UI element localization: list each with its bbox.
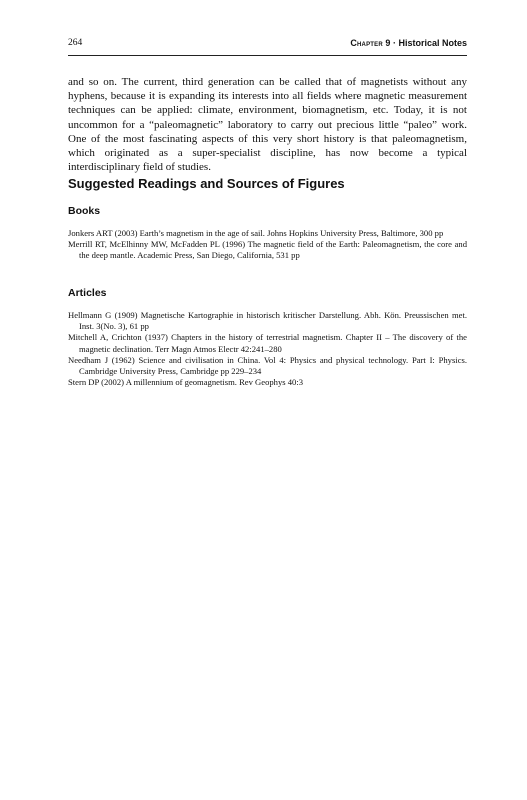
chapter-label: Chapter — [350, 38, 383, 48]
articles-heading: Articles — [68, 287, 107, 299]
running-header — [68, 38, 467, 52]
reference-item: Merrill RT, McElhinny MW, McFadden PL (1996) The magnetic field of the Earth: Paleomagnetism, the core and the deep mantle. Academic Press, San Diego, California, 531 pp — [68, 239, 467, 261]
reference-item: Stern DP (2002) A millennium of geomagnetism. Rev Geophys 40:3 — [68, 377, 304, 388]
page-number: 264 — [68, 38, 83, 48]
section-heading: Suggested Readings and Sources of Figures — [68, 176, 345, 191]
running-title — [350, 38, 467, 48]
body-paragraph: and so on. The current, third generation can be called that of magnetists without any hyphens, because it is expanding its interests into all fields where magnetic measurement techniques can be applied: climate, environment, biomagnetism, etc. Today, it is not uncommon for a “paleomagnetic” laboratory to carry out precious little “paleo” work. One of the most fascinating aspects of this very short history is that paleomagnetism, which originated as a super-specialist discipline, has now become a typical interdisciplinary field of studies. — [68, 76, 467, 174]
chapter-number: 9 — [385, 38, 391, 48]
reference-item: Needham J (1962) Science and civilisation in China. Vol 4: Physics and physical technology. Part I: Physics. Cambridge University Press, Cambridge pp 229–234 — [68, 354, 467, 377]
books-heading: Books — [68, 205, 101, 217]
reference-item: Jonkers ART (2003) Earth’s magnetism in the age of sail. Johns Hopkins University Press, Baltimore, 300 pp — [68, 228, 444, 238]
header-rule — [68, 55, 467, 56]
chapter-title: Historical Notes — [398, 38, 467, 48]
reference-item: Mitchell A, Crichton (1937) Chapters in the history of terrestrial magnetism. Chapter II – The discovery of the magnetic declination. Terr Magn Atmos Electr 42:241–280 — [68, 332, 467, 354]
reference-item: Hellmann G (1909) Magnetische Kartographie in historisch kritischer Darstellung. Abh. Kön. Preussischen met. Inst. 3(No. 3), 61 pp — [68, 310, 467, 332]
header-separator: · — [392, 38, 396, 48]
articles-reference-list — [68, 310, 467, 388]
books-reference-list — [68, 228, 467, 262]
